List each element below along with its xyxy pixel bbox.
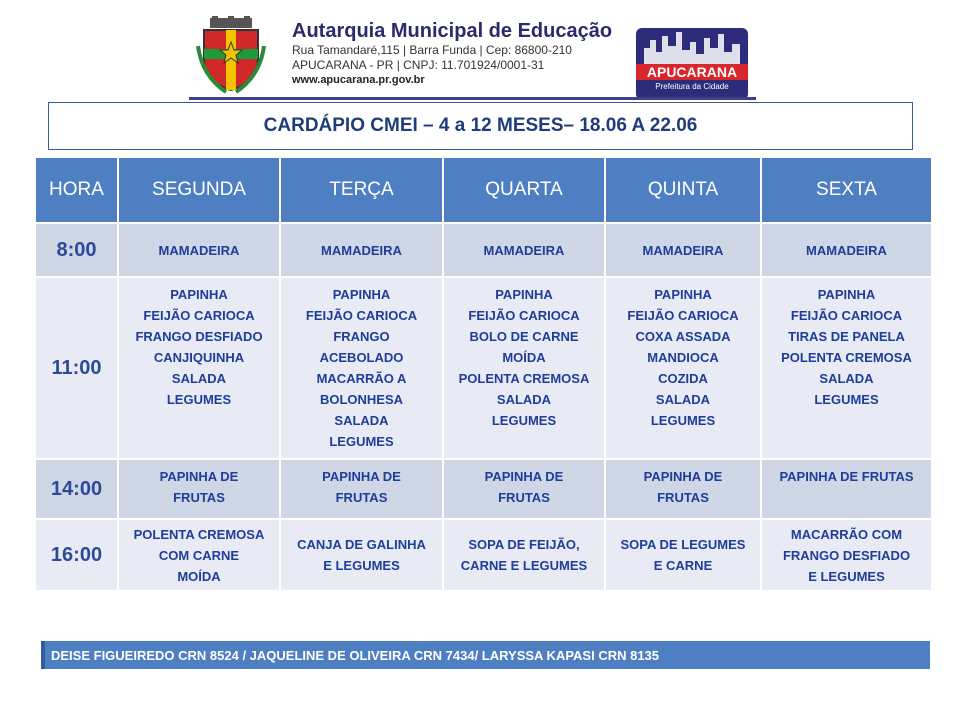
menu-item: PAPINHA DE bbox=[322, 469, 401, 484]
menu-item: POLENTA CREMOSA bbox=[133, 526, 265, 542]
hora-cell: 14:00 bbox=[35, 459, 118, 519]
menu-item: COZIDA bbox=[658, 371, 708, 386]
menu-item: SALADA bbox=[334, 413, 389, 428]
menu-item: MOÍDA bbox=[177, 568, 221, 584]
menu-item: MAMADEIRA bbox=[158, 242, 240, 258]
menu-item: PAPINHA bbox=[495, 287, 553, 302]
menu-cell-terca bbox=[280, 519, 443, 591]
hora-cell: 11:00 bbox=[35, 277, 118, 459]
menu-item: E CARNE bbox=[653, 558, 713, 573]
footer-bar bbox=[41, 641, 930, 669]
menu-item: FEIJÃO CARIOCA bbox=[627, 308, 739, 323]
table-row bbox=[35, 519, 932, 591]
title-box bbox=[48, 102, 913, 150]
menu-item: FEIJÃO CARIOCA bbox=[143, 308, 255, 323]
city-logo bbox=[636, 28, 748, 100]
menu-item: LEGUMES bbox=[329, 434, 394, 449]
menu-item: E LEGUMES bbox=[808, 568, 885, 584]
menu-item: LEGUMES bbox=[650, 413, 716, 428]
menu-cell-sexta bbox=[761, 223, 932, 277]
hora-cell: 16:00 bbox=[35, 519, 118, 591]
menu-cell-quarta bbox=[443, 459, 605, 519]
menu-item: SOPA DE LEGUMES bbox=[620, 537, 746, 552]
menu-item: CANJIQUINHA bbox=[153, 350, 245, 365]
menu-item: CANJA DE GALINHA bbox=[297, 537, 426, 552]
menu-item: MACARRÃO A bbox=[316, 371, 407, 386]
menu-item: PAPINHA bbox=[654, 287, 712, 302]
menu-table bbox=[34, 156, 933, 592]
menu-cell-terca bbox=[280, 223, 443, 277]
footer-nutritionists: DEISE FIGUEIREDO CRN 8524 / JAQUELINE DE OLIVEIRA CRN 7434/ LARYSSA KAPASI CRN 8135 bbox=[51, 647, 660, 663]
menu-item: MOÍDA bbox=[502, 350, 546, 365]
menu-item: MACARRÃO COM bbox=[790, 526, 903, 542]
menu-item: PAPINHA DE bbox=[484, 469, 564, 484]
city-crest-icon bbox=[196, 16, 266, 94]
menu-cell-segunda bbox=[118, 459, 280, 519]
org-city-cnpj: APUCARANA - PR | CNPJ: 11.701924/0001-31 bbox=[292, 58, 545, 72]
menu-item: SALADA bbox=[171, 371, 227, 386]
menu-cell-sexta bbox=[761, 459, 932, 519]
org-address: Rua Tamandaré,115 | Barra Funda | Cep: 86800-210 bbox=[292, 43, 572, 57]
menu-item: TIRAS DE PANELA bbox=[788, 329, 905, 344]
header-segunda: SEGUNDA bbox=[118, 157, 280, 223]
menu-item: FEIJÃO CARIOCA bbox=[790, 308, 903, 323]
skyline-icon bbox=[636, 28, 748, 64]
city-logo-subtitle: Prefeitura da Cidade bbox=[655, 82, 729, 91]
header-quarta: QUARTA bbox=[443, 157, 605, 223]
menu-item: ACEBOLADO bbox=[319, 350, 404, 365]
menu-item: LEGUMES bbox=[491, 413, 557, 428]
banner-divider bbox=[189, 97, 756, 100]
menu-item: SALADA bbox=[819, 371, 874, 386]
menu-cell-quinta bbox=[605, 459, 761, 519]
menu-cell-terca bbox=[280, 277, 443, 459]
header-sexta: SEXTA bbox=[761, 157, 932, 223]
city-logo-name: APUCARANA bbox=[636, 64, 748, 80]
table-header-row bbox=[35, 157, 932, 223]
menu-item: MAMADEIRA bbox=[321, 242, 402, 258]
menu-item: SALADA bbox=[655, 392, 711, 407]
menu-item: FRUTAS bbox=[657, 490, 709, 505]
menu-cell-segunda bbox=[118, 223, 280, 277]
org-website[interactable]: www.apucarana.pr.gov.br bbox=[292, 74, 425, 86]
menu-cell-segunda bbox=[118, 277, 280, 459]
menu-item: FEIJÃO CARIOCA bbox=[468, 308, 580, 323]
page-title: CARDÁPIO CMEI – 4 a 12 MESES– 18.06 A 22.06 bbox=[263, 115, 698, 136]
menu-item: PAPINHA bbox=[170, 287, 228, 302]
hora-cell: 8:00 bbox=[35, 223, 118, 277]
menu-item: BOLO DE CARNE bbox=[469, 329, 579, 344]
table-row bbox=[35, 223, 932, 277]
menu-item: LEGUMES bbox=[814, 392, 879, 407]
menu-item: MAMADEIRA bbox=[483, 242, 565, 258]
menu-item: COXA ASSADA bbox=[635, 329, 731, 344]
menu-item: E LEGUMES bbox=[323, 558, 400, 573]
menu-item: LEGUMES bbox=[166, 392, 232, 407]
menu-item: MAMADEIRA bbox=[642, 242, 724, 258]
menu-item: FRUTAS bbox=[335, 490, 388, 505]
table-row bbox=[35, 277, 932, 459]
menu-item: FRANGO DESFIADO bbox=[782, 547, 911, 563]
header-hora: HORA bbox=[35, 157, 118, 223]
header-quinta: QUINTA bbox=[605, 157, 761, 223]
menu-item: PAPINHA DE bbox=[159, 469, 239, 484]
menu-item: CARNE E LEGUMES bbox=[460, 558, 588, 573]
menu-item: FRUTAS bbox=[173, 490, 225, 505]
menu-item: POLENTA CREMOSA bbox=[458, 371, 590, 386]
menu-item: FRANGO bbox=[333, 329, 390, 344]
menu-cell-quarta bbox=[443, 223, 605, 277]
org-name: Autarquia Municipal de Educação bbox=[292, 20, 613, 42]
menu-cell-quinta bbox=[605, 519, 761, 591]
menu-item: POLENTA CREMOSA bbox=[781, 350, 912, 365]
menu-item: FRANGO DESFIADO bbox=[135, 329, 263, 344]
menu-item: PAPINHA bbox=[817, 287, 876, 302]
menu-item: MANDIOCA bbox=[647, 350, 719, 365]
menu-cell-segunda bbox=[118, 519, 280, 591]
menu-cell-quinta bbox=[605, 277, 761, 459]
menu-item: PAPINHA DE FRUTAS bbox=[779, 469, 914, 484]
menu-cell-quarta bbox=[443, 277, 605, 459]
menu-item: BOLONHESA bbox=[319, 392, 404, 407]
menu-item: MAMADEIRA bbox=[806, 242, 887, 258]
org-info bbox=[292, 20, 622, 88]
menu-cell-quinta bbox=[605, 223, 761, 277]
menu-cell-terca bbox=[280, 459, 443, 519]
menu-item: PAPINHA DE bbox=[643, 469, 723, 484]
menu-cell-sexta bbox=[761, 277, 932, 459]
menu-cell-sexta bbox=[761, 519, 932, 591]
menu-item: SOPA DE FEIJÃO, bbox=[468, 537, 580, 552]
table-row bbox=[35, 459, 932, 519]
menu-item: COM CARNE bbox=[158, 547, 240, 563]
menu-item: SALADA bbox=[496, 392, 552, 407]
header-terca: TERÇA bbox=[280, 157, 443, 223]
menu-cell-quarta bbox=[443, 519, 605, 591]
menu-item: PAPINHA bbox=[332, 287, 391, 302]
menu-item: FEIJÃO CARIOCA bbox=[305, 308, 418, 323]
menu-item: FRUTAS bbox=[498, 490, 550, 505]
